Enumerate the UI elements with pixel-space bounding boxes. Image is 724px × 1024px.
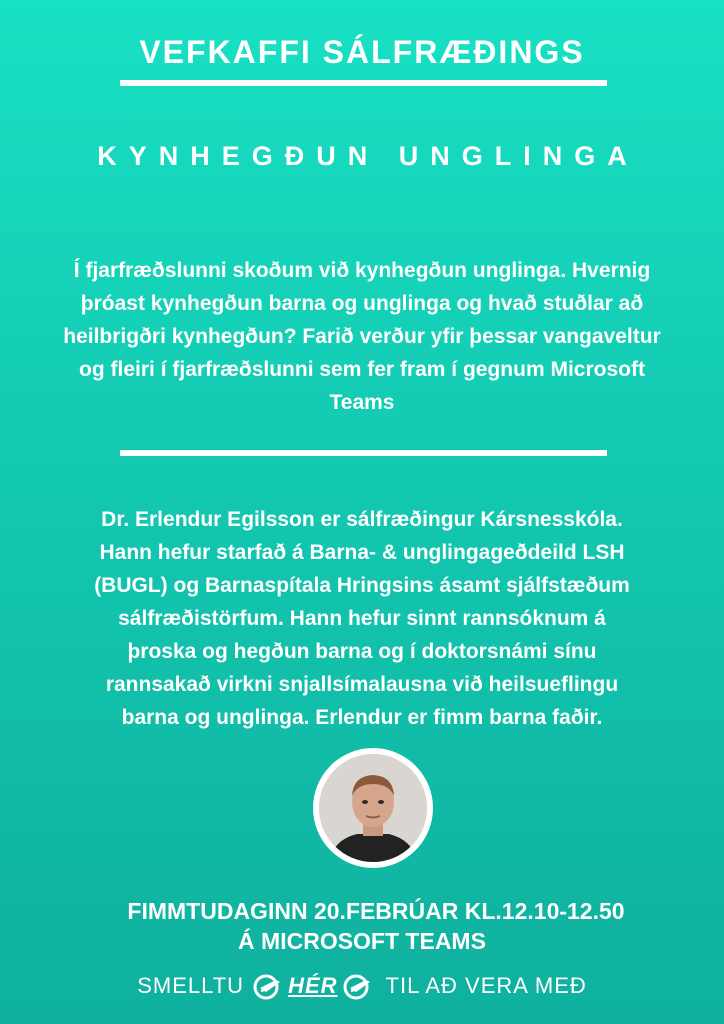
bio-line: Hann hefur starfað á Barna- & unglingageðdeild LSH [99, 541, 625, 564]
speaker-bio [48, 503, 676, 734]
bio-line: sálfræðistörfum. Hann hefur sinnt rannsóknum á [118, 607, 606, 630]
event-date: FIMMTUDAGINN 20.FEBRÚAR KL.12.10-12.50 [127, 898, 625, 924]
intro-line: heilbrigðri kynhegðun? Farið verður yfir þessar vangaveltur [63, 325, 661, 348]
intro-line: Í fjarfræðslunni skoðum við kynhegðun unglinga. Hvernig [73, 259, 651, 282]
pointing-hand-icon [342, 972, 374, 1000]
top-divider [120, 80, 607, 86]
cta-prefix: SMELLTU [137, 973, 245, 998]
bio-line: Dr. Erlendur Egilsson er sálfræðingur Kársnesskóla. [101, 508, 623, 531]
intro-line: Teams [329, 391, 395, 414]
bio-line: rannsakað virkni snjallsímalausna við heilsueflingu [105, 673, 619, 696]
call-to-action [0, 968, 724, 1004]
bio-line: þroska og hegðun barna og í doktorsnámi sínu [127, 640, 597, 663]
intro-paragraph [28, 254, 696, 419]
header-title: VEFKAFFI SÁLFRÆÐINGS [139, 34, 585, 70]
pointing-hand-icon [252, 972, 284, 1000]
join-link[interactable]: HÉR [288, 973, 338, 998]
bio-line: (BUGL) og Barnaspítala Hringsins ásamt sjálfstæðum [94, 574, 630, 597]
event-platform: Á MICROSOFT TEAMS [238, 928, 486, 954]
bio-line: barna og unglinga. Erlendur er fimm barna faðir. [121, 706, 603, 729]
person-photo-icon [319, 754, 427, 862]
middle-divider [120, 450, 607, 456]
cta-suffix: TIL AÐ VERA MEÐ [385, 973, 587, 998]
speaker-avatar [313, 748, 433, 868]
topic-title: KYNHEGÐUN UNGLINGA [97, 141, 639, 171]
intro-line: og fleiri í fjarfræðslunni sem fer fram í gegnum Microsoft [79, 358, 645, 381]
intro-line: þróast kynhegðun barna og unglinga og hvað stuðlar að [80, 292, 644, 315]
